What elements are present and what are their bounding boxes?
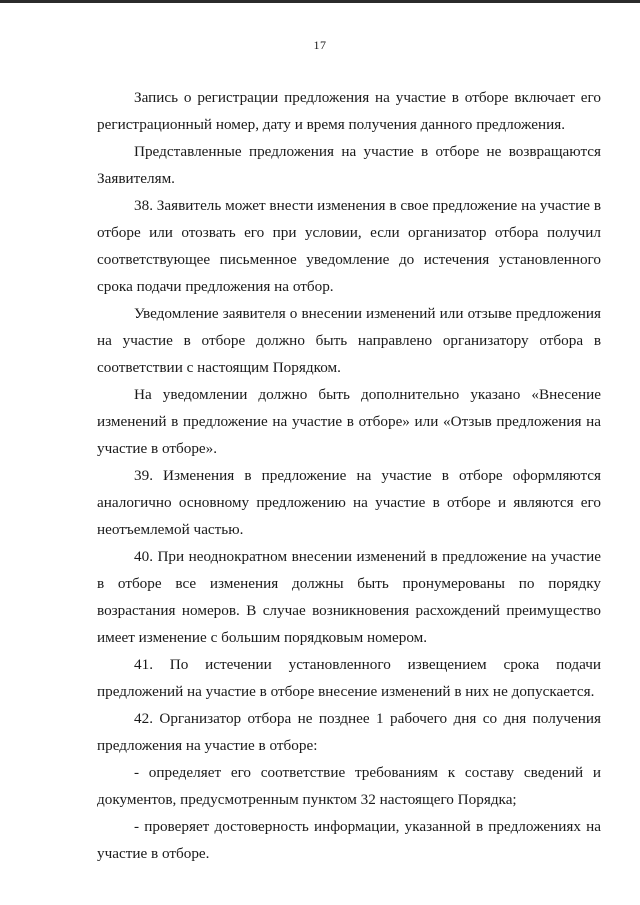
list-item-verifies-accuracy: - проверяет достоверность информации, указанной в предложениях на участие в отборе. [97,818,601,862]
paragraph-notification: Уведомление заявителя о внесении изменений или отзыве предложения на участие в отборе должно быть направлено организатору отбора в соответствии с настоящим Порядком. [97,305,601,376]
paragraph-42: 42. Организатор отбора не позднее 1 рабочего дня со дня получения предложения на участие в отборе: [97,710,601,754]
paragraph-not-returned: Представленные предложения на участие в отборе не возвращаются Заявителям. [97,143,601,187]
paragraph-39: 39. Изменения в предложение на участие в отборе оформляются аналогично основному предложению на участие в отборе и являются его неотъемлемой частью. [97,467,601,538]
page-number: 17 [313,38,327,52]
paragraph-notification-marking: На уведомлении должно быть дополнительно указано «Внесение изменений в предложение на участие в отборе» или «Отзыв предложения на участие в отборе». [97,386,601,457]
paragraph-38: 38. Заявитель может внести изменения в свое предложение на участие в отборе или отозвать его при условии, если организатор отбора получил соответствующее письменное уведомление до истечения установленного срока подачи предложения на отбор. [97,197,601,295]
scan-top-border [0,0,640,3]
paragraph-41: 41. По истечении установленного извещением срока подачи предложений на участие в отборе внесение изменений в них не допускается. [97,656,601,700]
document-body [97,84,601,867]
list-item-determines-compliance: - определяет его соответствие требованиям к составу сведений и документов, предусмотренным пунктом 32 настоящего Порядка; [97,764,601,808]
paragraph-registration-record: Запись о регистрации предложения на участие в отборе включает его регистрационный номер, дату и время получения данного предложения. [97,89,601,133]
paragraph-40: 40. При неоднократном внесении изменений в предложение на участие в отборе все изменения должны быть пронумерованы по порядку возрастания номеров. В случае возникновения расхождений преимущество имеет изменение с большим порядковым номером. [97,548,601,646]
